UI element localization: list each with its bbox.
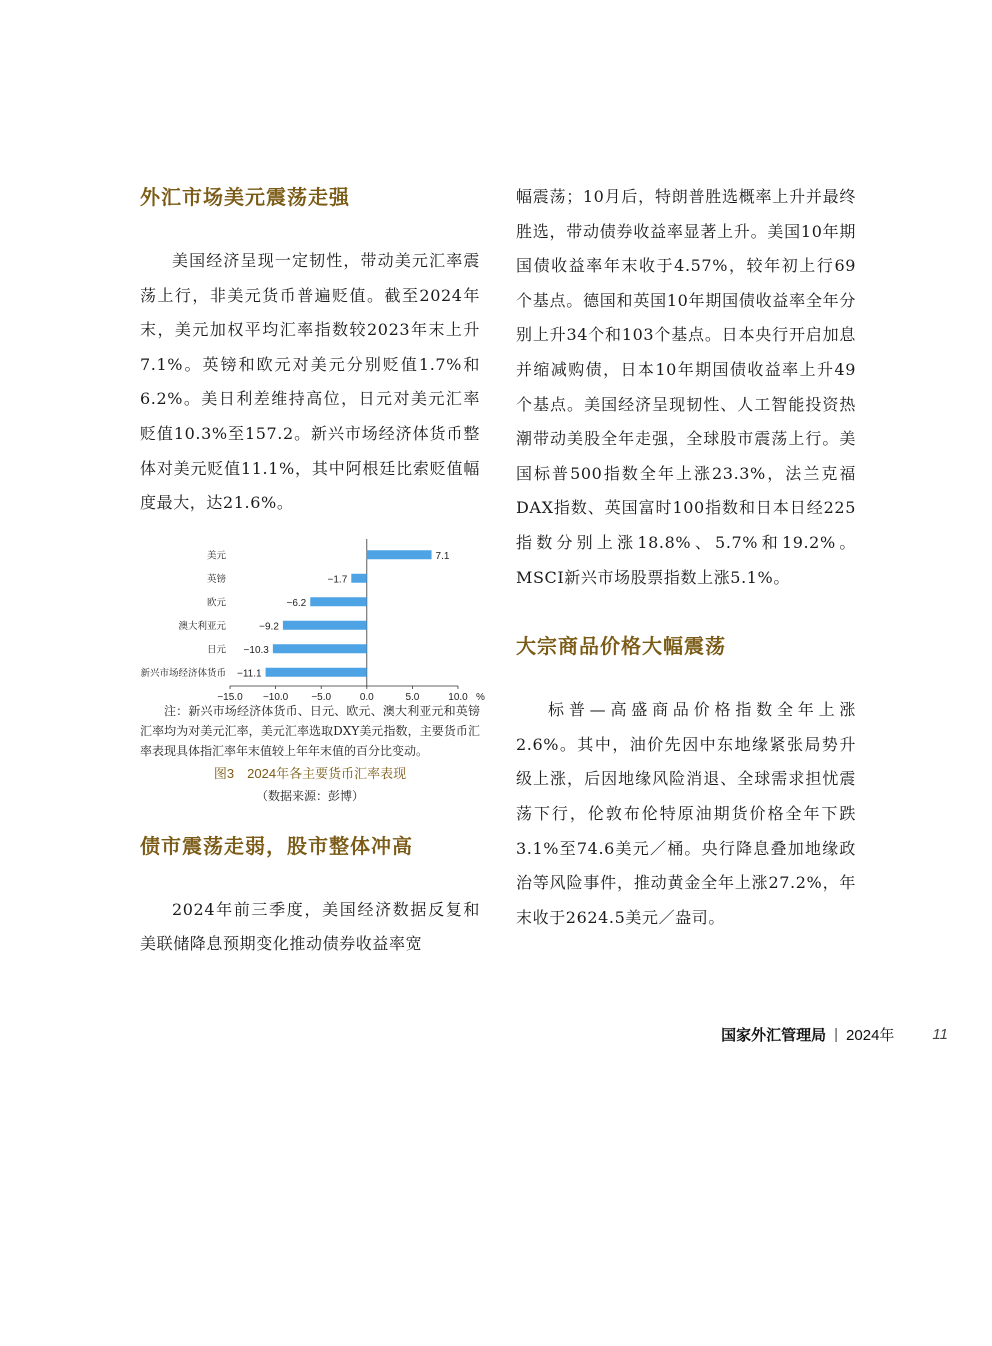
bar [367, 550, 432, 559]
figure-note: 注：新兴市场经济体货币、日元、欧元、澳大利亚元和英镑汇率均为对美元汇率，美元汇率选取DXY美元指数，主要货币汇率表现具体指汇率年末值较上年年末值的百分比变动。 [140, 703, 480, 758]
paragraph-fx: 美国经济呈现一定韧性，带动美元汇率震荡上行，非美元货币普遍贬值。截至2024年末，美元加权平均汇率指数较2023年末上升7.1%。英镑和欧元对美元分别贬值1.7%和6.2%。美日利差维持高位，日元对美元汇率贬值10.3%至157.2。新兴市场经济体货币整体对美元贬值11.1%，其中阿根廷比索贬值幅度最大，达21.6%。 [140, 251, 480, 513]
left-column [140, 180, 485, 962]
category-label: 英镑 [206, 573, 226, 585]
category-label: 日元 [206, 644, 226, 655]
x-tick-label: 10.0 [448, 691, 468, 703]
data-label: −11.1 [237, 668, 262, 679]
figure-currency-chart [140, 535, 485, 807]
paragraph-bond-stock-cont: 幅震荡；10月后，特朗普胜选概率上升并最终胜选，带动债券收益率显著上升。美国10年期国债收益率年末收于4.57%，较年初上行69个基点。德国和英国10年期国债收益率全年分别上升34个和103个基点。日本央行开启加息并缩减购债，日本10年期国债收益率上升49个基点。美国经济呈现韧性、人工智能投资热潮带动美股全年走强，全球股市震荡上行。美国标普500指数全年上涨23.3%，法兰克福DAX指数、英国富时100指数和日本日经225指数分别上涨18.8%、5.7%和19.2%。MSCI新兴市场股票指数上涨5.1%。 [516, 187, 856, 587]
footer-year: 2024年 [846, 1027, 895, 1044]
footer-org: 国家外汇管理局 [721, 1027, 827, 1044]
x-tick-label: −5.0 [311, 691, 332, 703]
footer-separator: | [834, 1026, 839, 1043]
page-footer [721, 1024, 948, 1045]
figure-caption: 图3 2024年各主要货币汇率表现 [213, 765, 407, 781]
data-label: −6.2 [286, 597, 307, 609]
figure-source: （数据来源：彭博） [255, 788, 364, 803]
bar [266, 668, 367, 677]
chart-layer [140, 539, 485, 703]
paragraph-commodities: 标普—高盛商品价格指数全年上涨2.6%。其中，油价先因中东地缘紧张局势升级上涨，后因地缘风险消退、全球需求担忧震荡下行，伦敦布伦特原油期货价格全年下跌3.1%至74.6美元／桶。央行降息叠加地缘政治等风险事件，推动黄金全年上涨27.2%，年末收于2624.5美元／盎司。 [516, 700, 856, 927]
category-label: 澳大利亚元 [178, 620, 226, 632]
right-column [516, 180, 856, 935]
category-label: 美元 [206, 550, 226, 561]
x-tick-label: −15.0 [217, 691, 243, 703]
data-label: −9.2 [259, 621, 279, 632]
bar [273, 644, 367, 653]
category-label: 新兴市场经济体货币 [140, 667, 226, 679]
x-axis-unit: % [476, 691, 485, 703]
x-tick-label: −10.0 [262, 691, 289, 703]
currency-bar-chart [140, 535, 485, 703]
section-heading-commodities: 大宗商品价格大幅震荡 [516, 634, 726, 659]
data-label: −1.7 [327, 574, 348, 585]
bar [351, 574, 367, 583]
bar [283, 621, 367, 630]
section-heading-bond-stock: 债市震荡走弱，股市整体冲高 [140, 833, 413, 858]
page-number: 11 [932, 1026, 948, 1043]
category-label: 欧元 [206, 597, 226, 608]
data-label: 7.1 [435, 550, 450, 562]
paragraph-bond-stock: 2024年前三季度，美国经济数据反复和美联储降息预期变化推动债券收益率宽 [140, 899, 480, 954]
section-heading-fx: 外汇市场美元震荡走强 [140, 185, 350, 209]
x-tick-label: 5.0 [405, 691, 420, 703]
data-label: −10.3 [243, 644, 269, 656]
x-tick-label: 0.0 [359, 691, 374, 703]
bar [310, 597, 367, 606]
